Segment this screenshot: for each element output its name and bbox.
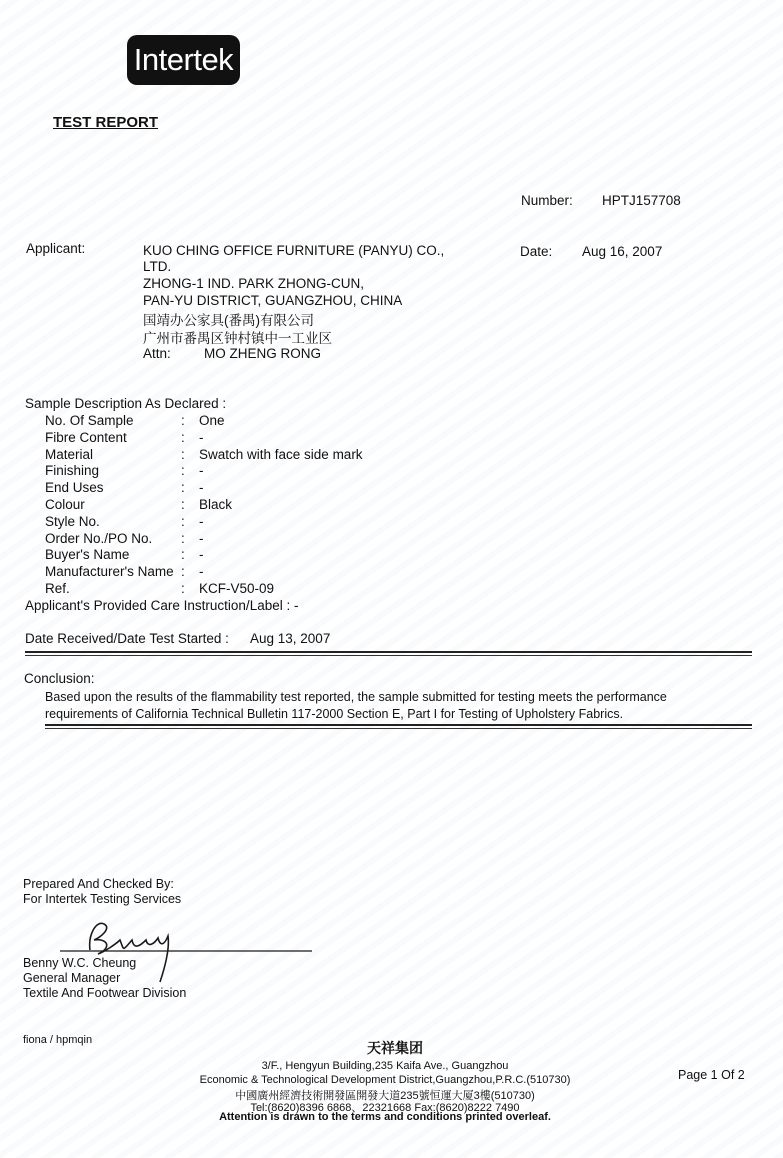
number-value: HPTJ157708: [602, 193, 681, 208]
date-label: Date:: [520, 244, 553, 259]
page-number: Page 1 Of 2: [678, 1068, 745, 1082]
sample-row: Order No./PO No. : -: [45, 531, 204, 546]
applicant-line: LTD.: [143, 259, 172, 274]
sample-row: No. Of Sample : One: [45, 413, 225, 428]
intertek-logo: Intertek: [127, 35, 240, 85]
chinese-company-name: 天祥集团: [367, 1041, 423, 1057]
signer-name: Benny W.C. Cheung: [23, 956, 137, 970]
sample-row: Buyer's Name : -: [45, 547, 204, 562]
date-received-value: Aug 13, 2007: [250, 631, 331, 646]
sample-row: Colour : Black: [45, 497, 233, 512]
address-line: 中國廣州經濟技術開發區開發大道235號恒運大厦3樓(510730): [235, 1090, 535, 1102]
signer-position: General Manager: [23, 971, 121, 985]
initials: fiona / hpmqin: [23, 1034, 93, 1046]
sample-row: Manufacturer's Name : -: [45, 564, 204, 579]
applicant-line: ZHONG-1 IND. PARK ZHONG-CUN,: [143, 276, 365, 291]
divider: [45, 728, 752, 729]
applicant-label: Applicant:: [26, 241, 86, 256]
prepared-label: Prepared And Checked By:: [23, 877, 174, 891]
applicant-line: PAN-YU DISTRICT, GUANGZHOU, CHINA: [143, 293, 403, 308]
report-title: TEST REPORT: [53, 114, 159, 131]
sample-row: Material : Swatch with face side mark: [45, 447, 363, 462]
sample-heading: Sample Description As Declared :: [25, 396, 227, 411]
signer-division: Textile And Footwear Division: [23, 986, 187, 1000]
divider: [25, 651, 752, 653]
address-line: 3/F., Hengyun Building,235 Kaifa Ave., Guangzhou: [261, 1060, 509, 1072]
sample-row: Finishing : -: [45, 463, 204, 478]
sample-row: Style No. : -: [45, 514, 204, 529]
sample-row: End Uses : -: [45, 480, 204, 495]
divider: [25, 655, 752, 656]
contact-line: Tel:(8620)8396 6868、22321668 Fax:(8620)8222 7490: [250, 1102, 520, 1114]
date-received-label: Date Received/Date Test Started :: [25, 631, 229, 646]
divider: [45, 724, 752, 726]
number-label: Number:: [521, 193, 573, 208]
attention-note: Attention is drawn to the terms and conditions printed overleaf.: [219, 1111, 551, 1123]
sample-row: Fibre Content : -: [45, 430, 204, 445]
care-label: Applicant's Provided Care Instruction/Label : -: [25, 598, 299, 613]
conclusion-text: Based upon the results of the flammability test reported, the sample submitted for testing meets the performance: [45, 690, 667, 704]
date-value: Aug 16, 2007: [582, 244, 663, 259]
sample-row: Ref. : KCF-V50-09: [45, 581, 275, 596]
company-label: For Intertek Testing Services: [23, 892, 182, 906]
address-line: Economic & Technological Development District,Guangzhou,P.R.C.(510730): [199, 1074, 571, 1086]
conclusion-text: requirements of California Technical Bulletin 117-2000 Section E, Part I for Testing of Upholstery Fabrics.: [45, 707, 624, 721]
applicant-line: 国靖办公家具(番禺)有限公司: [143, 313, 314, 328]
applicant-line: KUO CHING OFFICE FURNITURE (PANYU) CO.,: [143, 243, 445, 258]
applicant-line: 广州市番禺区钟村镇中一工业区: [143, 331, 332, 346]
attn-label: Attn:: [143, 346, 171, 361]
attn-value: MO ZHENG RONG: [204, 346, 321, 361]
conclusion-heading: Conclusion:: [24, 671, 95, 686]
